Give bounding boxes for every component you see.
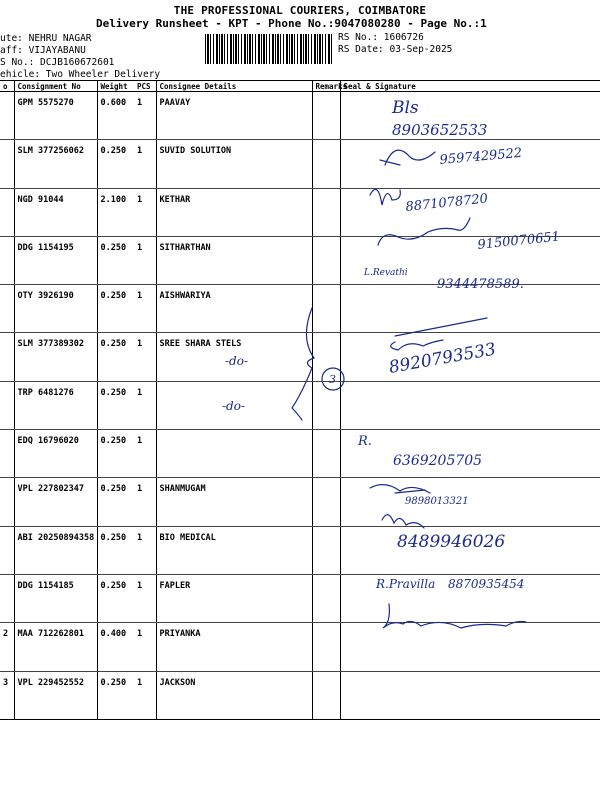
cell-remarks: [312, 140, 340, 188]
runsheet-table: [0, 80, 600, 720]
cell-seal: [340, 478, 600, 526]
cell-pcs: 1: [134, 574, 156, 622]
vehicle-label: ehicle: Two Wheeler Delivery: [0, 69, 161, 80]
cell-consignment: SLM 377389302: [14, 333, 97, 381]
cell-seal: [340, 623, 600, 671]
rs-number: RS No.: 1606726: [338, 32, 424, 43]
cell-weight: 2.100: [97, 188, 134, 236]
cell-remarks: [312, 430, 340, 478]
cell-consignee: SREE SHARA STELS: [156, 333, 312, 381]
cell-consignment: VPL 227802347: [14, 478, 97, 526]
cell-seal: [340, 574, 600, 622]
cell-seal: [340, 188, 600, 236]
cell-pcs: 1: [134, 333, 156, 381]
ditto-mark-1: -do-: [225, 354, 249, 368]
col-sno: o: [0, 81, 14, 92]
cell-pcs: 1: [134, 381, 156, 429]
cell-weight: 0.600: [97, 92, 134, 140]
cell-remarks: [312, 333, 340, 381]
cell-seal: [340, 333, 600, 381]
cell-sno: [0, 333, 14, 381]
cell-sno: [0, 236, 14, 284]
cell-seal: [340, 92, 600, 140]
cell-pcs: 1: [134, 430, 156, 478]
col-consignee: Consignee Details: [156, 81, 312, 92]
cell-seal: [340, 140, 600, 188]
cell-consignee: SITHARTHAN: [156, 236, 312, 284]
cell-weight: 0.250: [97, 285, 134, 333]
cell-sno: [0, 92, 14, 140]
cell-remarks: [312, 285, 340, 333]
table-row: [0, 574, 600, 622]
table-row: [0, 92, 600, 140]
cell-consignment: GPM 5575270: [14, 92, 97, 140]
table-row: [0, 236, 600, 284]
cell-consignee: BIO MEDICAL: [156, 526, 312, 574]
phone-r5: 9344478589.: [437, 277, 524, 292]
cell-sno: [0, 285, 14, 333]
cell-sno: [0, 574, 14, 622]
cell-consignment: VPL 229452552: [14, 671, 97, 719]
barcode: [205, 34, 333, 64]
rs-date: RS Date: 03-Sep-2025: [338, 44, 453, 55]
cell-remarks: [312, 236, 340, 284]
cell-consignment: DDG 1154185: [14, 574, 97, 622]
phone-r7: 8920793533: [387, 339, 498, 378]
cell-seal: [340, 671, 600, 719]
cell-consignment: MAA 712262801: [14, 623, 97, 671]
phone-r10: 9898013321: [405, 496, 469, 507]
cell-seal: [340, 236, 600, 284]
cell-consignee: SHANMUGAM: [156, 478, 312, 526]
cell-seal: [340, 381, 600, 429]
col-seal: Seal & Signature: [340, 81, 600, 92]
cell-weight: 0.250: [97, 140, 134, 188]
phone-r9: 6369205705: [393, 453, 483, 469]
cell-seal: [340, 285, 600, 333]
cell-remarks: [312, 526, 340, 574]
cell-weight: 0.250: [97, 526, 134, 574]
staff-label: aff: VIJAYABANU: [0, 45, 86, 56]
cell-consignee: KETHAR: [156, 188, 312, 236]
runsheet-subtitle: Delivery Runsheet - KPT - Phone No.:9047080280 - Page No.:1: [96, 17, 487, 30]
phone-r3: 8871078720: [404, 191, 489, 215]
cell-remarks: [312, 188, 340, 236]
cell-consignee: [156, 381, 312, 429]
signature-r5: L.Revathi: [364, 268, 408, 278]
cell-remarks: [312, 381, 340, 429]
signature-r9: R.: [358, 434, 372, 449]
cell-pcs: 1: [134, 671, 156, 719]
cell-sno: 2: [0, 623, 14, 671]
cell-weight: 0.250: [97, 671, 134, 719]
cell-sno: [0, 430, 14, 478]
cell-sno: [0, 478, 14, 526]
cell-remarks: [312, 671, 340, 719]
table-row: [0, 188, 600, 236]
cell-consignment: ABI 20250894358: [14, 526, 97, 574]
phone-r1: 8903652533: [392, 121, 488, 139]
table-row: [0, 333, 600, 381]
cell-weight: 0.250: [97, 574, 134, 622]
table-row: [0, 478, 600, 526]
cell-remarks: [312, 92, 340, 140]
cell-consignee: PRIYANKA: [156, 623, 312, 671]
cell-consignee: PAAVAY: [156, 92, 312, 140]
phone-r2: 9597429522: [439, 145, 523, 168]
cell-pcs: 1: [134, 285, 156, 333]
col-consignment: Consignment No: [14, 81, 97, 92]
col-remarks: Remarks: [312, 81, 340, 92]
cell-weight: 0.250: [97, 478, 134, 526]
cell-remarks: [312, 623, 340, 671]
col-pcs: PCS: [134, 81, 156, 92]
cell-consignee: [156, 430, 312, 478]
cell-weight: 0.400: [97, 623, 134, 671]
cell-consignment: SLM 377256062: [14, 140, 97, 188]
cell-remarks: [312, 574, 340, 622]
cell-consignee: AISHWARIYA: [156, 285, 312, 333]
cell-consignment: OTY 3926190: [14, 285, 97, 333]
cell-sno: [0, 188, 14, 236]
cell-consignment: EDQ 16796020: [14, 430, 97, 478]
cell-consignment: TRP 6481276: [14, 381, 97, 429]
cell-sno: [0, 381, 14, 429]
route-label: ute: NEHRU NAGAR: [0, 33, 92, 44]
table-row: [0, 526, 600, 574]
cell-weight: 0.250: [97, 381, 134, 429]
table-header-row: [0, 81, 600, 92]
cell-consignment: DDG 1154195: [14, 236, 97, 284]
cell-pcs: 1: [134, 526, 156, 574]
col-weight: Weight: [97, 81, 134, 92]
table-row: [0, 671, 600, 719]
table-row: [0, 140, 600, 188]
cell-pcs: 1: [134, 236, 156, 284]
cell-pcs: 1: [134, 188, 156, 236]
table-row: [0, 285, 600, 333]
table-row: [0, 430, 600, 478]
cell-pcs: 1: [134, 92, 156, 140]
cell-weight: 0.250: [97, 236, 134, 284]
cell-seal: [340, 430, 600, 478]
cell-sno: 3: [0, 671, 14, 719]
cell-pcs: 1: [134, 140, 156, 188]
table-row: [0, 381, 600, 429]
circled-count: 3: [329, 373, 336, 386]
signature-r12: R.Pravilla: [376, 577, 436, 591]
phone-r12: 8870935454: [448, 577, 525, 591]
signature-r1: Bls: [392, 98, 419, 118]
cell-consignee: SUVID SOLUTION: [156, 140, 312, 188]
cell-remarks: [312, 478, 340, 526]
cell-weight: 0.250: [97, 333, 134, 381]
cell-weight: 0.250: [97, 430, 134, 478]
cell-seal: [340, 526, 600, 574]
sheet-number: S No.: DCJB160672601: [0, 57, 115, 68]
phone-r11: 8489946026: [397, 532, 506, 552]
cell-consignee: JACKSON: [156, 671, 312, 719]
table-row: [0, 623, 600, 671]
cell-consignment: NGD 91044: [14, 188, 97, 236]
cell-sno: [0, 526, 14, 574]
company-title: THE PROFESSIONAL COURIERS, COIMBATORE: [173, 4, 427, 17]
cell-sno: [0, 140, 14, 188]
phone-r4: 9150070651: [476, 229, 561, 253]
ditto-mark-2: -do-: [222, 399, 246, 413]
cell-pcs: 1: [134, 478, 156, 526]
cell-pcs: 1: [134, 623, 156, 671]
cell-consignee: FAPLER: [156, 574, 312, 622]
